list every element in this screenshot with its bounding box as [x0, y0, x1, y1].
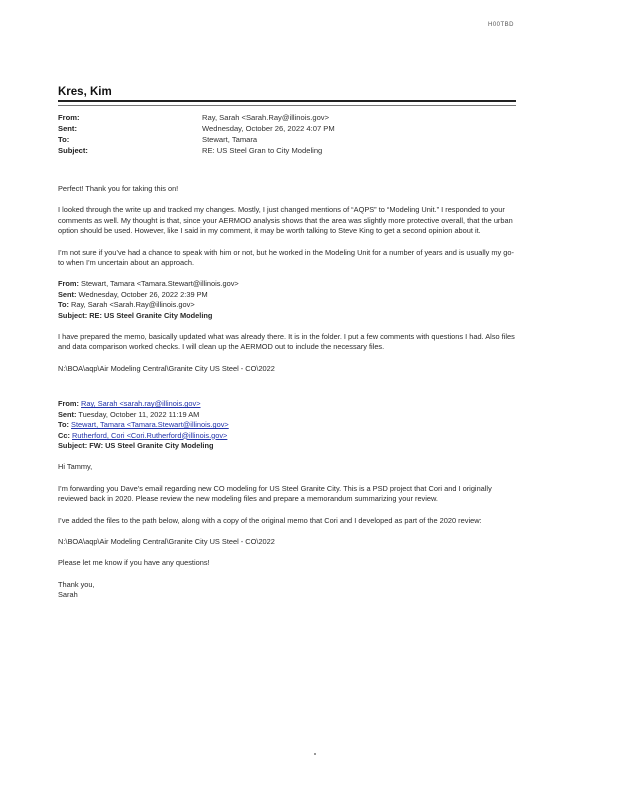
fwd1-from-line: From: Stewart, Tamara <Tamara.Stewart@illinois.gov>	[58, 279, 239, 289]
fwd2-sent-line: Sent: Tuesday, October 11, 2022 11:19 AM	[58, 409, 200, 419]
signature: Sarah	[58, 590, 78, 600]
to-value: Stewart, Tamara	[202, 135, 258, 144]
page-mark	[314, 753, 316, 755]
body-paragraph: I have prepared the memo, basically updated what was already there. It is in the folder. I put a few comments with questions I had. Also files and data comparison worked checks. I will clean up the AERMOD out to include the necessary files.	[58, 332, 515, 352]
forwarded-header-1	[58, 279, 520, 321]
fwd2-to-line: To: Stewart, Tamara <Tamara.Stewart@illinois.gov>	[58, 420, 229, 430]
header-from-row	[58, 112, 518, 123]
body-paragraph: Please let me know if you have any questions!	[58, 558, 210, 568]
sender-name: Kres, Kim	[58, 86, 112, 98]
header-rule	[58, 100, 516, 106]
email-header	[58, 112, 518, 156]
greeting: Hi Tammy,	[58, 462, 93, 472]
email-link[interactable]: Stewart, Tamara <Tamara.Stewart@illinois.gov>	[71, 420, 229, 430]
sent-label: Sent:	[58, 124, 77, 133]
body-paragraph: Perfect! Thank you for taking this on!	[58, 184, 179, 193]
from-value: Ray, Sarah <Sarah.Ray@illinois.gov>	[202, 113, 330, 122]
body-paragraph: I’m not sure if you’ve had a chance to speak with him or not, but he worked in the Modeling Unit for a number of years and is usually my go-to when I’m uncertain about an approach.	[58, 247, 514, 268]
from-label: From:	[58, 113, 80, 122]
fwd1-subject-line: Subject: RE: US Steel Granite City Modeling	[58, 310, 213, 320]
email-body	[58, 184, 520, 601]
file-path: N:\BOA\aqp\Air Modeling Central\Granite City US Steel - CO\2022	[58, 536, 275, 546]
to-label: To:	[58, 135, 70, 144]
fwd1-sent-line: Sent: Wednesday, October 26, 2022 2:39 PM	[58, 289, 208, 299]
sign-off: Thank you,	[58, 579, 95, 589]
fwd2-cc-line: Cc: Rutherford, Cori <Cori.Rutherford@illinois.gov>	[58, 430, 228, 440]
sent-value: Wednesday, October 26, 2022 4:07 PM	[202, 124, 335, 133]
body-paragraph: I’ve added the files to the path below, along with a copy of the original memo that Cori and I developed as part of the 2020 review:	[58, 515, 482, 525]
fwd2-subject-line: Subject: FW: US Steel Granite City Modeling	[58, 440, 214, 450]
subject-value: RE: US Steel Gran to City Modeling	[202, 146, 323, 155]
header-to-row	[58, 134, 518, 145]
body-paragraph: I looked through the write up and tracked my changes. Mostly, I just changed mentions of “AQPS” to “Modeling Unit.” I responded to your comments as well. My thought is that, since your AERMOD analysis shows that the area was slightly more protective overall, that the urban option should be used. However, like I said in my comment, it may be worth talking to Steve King to get a second opinion about it.	[58, 205, 513, 236]
email-link[interactable]: Rutherford, Cori <Cori.Rutherford@illinois.gov>	[71, 430, 228, 440]
file-path: N:\BOA\aqp\Air Modeling Central\Granite City US Steel - CO\2022	[58, 363, 275, 373]
body-paragraph: I’m forwarding you Dave’s email regarding new CO modeling for US Steel Granite City. This is a PSD project that Cori and I originally reviewed back in 2020. Please review the new modeling files and prepare a memorandum summarizing your review.	[58, 483, 492, 504]
header-subject-row	[58, 145, 518, 156]
fwd2-from-line: From: Ray, Sarah <sarah.ray@illinois.gov>	[58, 399, 201, 409]
fwd1-to-line: To: Ray, Sarah <Sarah.Ray@illinois.gov>	[58, 300, 195, 310]
forwarded-header-2	[58, 399, 520, 451]
subject-label: Subject:	[58, 146, 88, 155]
email-link[interactable]: Ray, Sarah <sarah.ray@illinois.gov>	[81, 399, 201, 409]
bates-stamp: H00TBD	[488, 22, 515, 28]
header-sent-row	[58, 123, 518, 134]
